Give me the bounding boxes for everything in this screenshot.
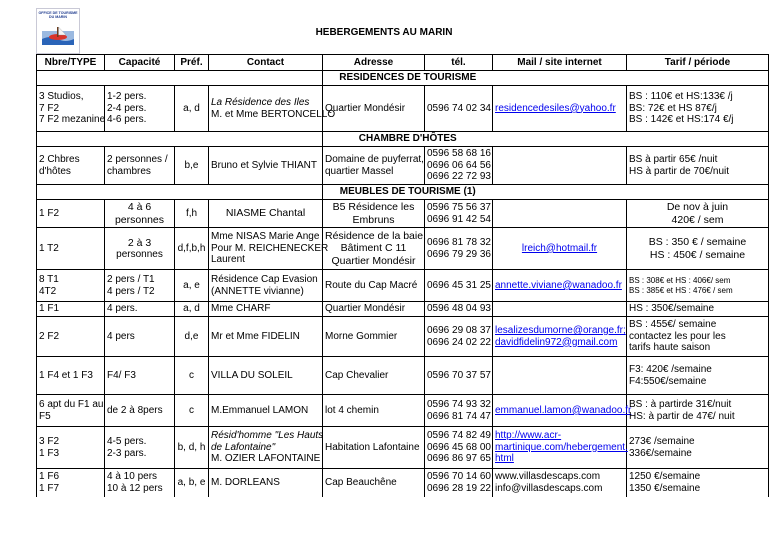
row3-mail bbox=[493, 200, 627, 228]
row4-phone: 0696 81 78 32 0696 79 29 36 bbox=[425, 228, 493, 270]
row7-mail[interactable]: lesalizesdumorne@orange.fr; davidfidelin972@gmail.com bbox=[493, 317, 627, 357]
row6-mail bbox=[493, 302, 627, 317]
row8-rate: F3: 420€ /semaine F4:550€/semaine bbox=[627, 357, 769, 395]
row4-capacity: 2 à 3 personnes bbox=[105, 228, 175, 270]
page-title: HEBERGEMENTS AU MARIN bbox=[315, 27, 453, 38]
logo-text: OFFICE DE TOURISME DU MARIN bbox=[38, 11, 78, 20]
row2-capacity: 2 personnes / chambres bbox=[105, 147, 175, 185]
row7-type: 2 F2 bbox=[37, 317, 105, 357]
row1-type: 3 Studios, 7 F2 7 F2 mezanine bbox=[37, 86, 105, 132]
row10-rate: 273€ /semaine 336€/semaine bbox=[627, 427, 769, 469]
row9-pref: c bbox=[175, 395, 209, 427]
row4-rate: BS : 350 € / semaine HS : 450€ / semaine bbox=[627, 228, 769, 270]
row2-mail bbox=[493, 147, 627, 185]
row3-pref: f,h bbox=[175, 200, 209, 228]
row5-address: Route du Cap Macré bbox=[323, 270, 425, 302]
table-row bbox=[37, 427, 769, 469]
row11-rate: 1250 €/semaine 1350 €/semaine bbox=[627, 469, 769, 497]
row11-contact: M. DORLEANS bbox=[209, 469, 323, 497]
row3-capacity: 4 à 6 personnes bbox=[105, 200, 175, 228]
row9-contact: M.Emmanuel LAMON bbox=[209, 395, 323, 427]
row7-capacity: 4 pers bbox=[105, 317, 175, 357]
row2-contact: Bruno et Sylvie THIANT bbox=[209, 147, 323, 185]
row1-contact: La Résidence des Iles M. et Mme BERTONCELLO bbox=[209, 86, 323, 132]
table-row bbox=[37, 147, 769, 185]
table-row bbox=[37, 395, 769, 427]
row10-website[interactable]: http://www.acr- martinique.com/hebergement. html bbox=[493, 427, 627, 469]
row10-contact: Résid'homme "Les Hauts de Lafontaine" M. OZIER LAFONTAINE bbox=[209, 427, 323, 469]
row11-pref: a, b, e bbox=[175, 469, 209, 497]
row7-rate: BS : 455€/ semaine contactez les pour les tarifs haute saison bbox=[627, 317, 769, 357]
row8-type: 1 F4 et 1 F3 bbox=[37, 357, 105, 395]
row5-type: 8 T1 4T2 bbox=[37, 270, 105, 302]
row3-rate: De nov à juin 420€ / sem bbox=[627, 200, 769, 228]
row3-phone: 0596 75 56 37 0696 91 42 54 bbox=[425, 200, 493, 228]
table-row bbox=[37, 469, 769, 497]
row11-website[interactable]: www.villasdescaps.com info@villasdescaps.com bbox=[493, 469, 627, 497]
row2-rate: BS à partir 65€ /nuit HS à partir de 70€/nuit bbox=[627, 147, 769, 185]
row4-contact: Mme NISAS Marie Ange Pour M. REICHENECKER Laurent bbox=[209, 228, 323, 270]
row7-contact: Mr et Mme FIDELIN bbox=[209, 317, 323, 357]
table-row bbox=[37, 228, 769, 270]
row11-type: 1 F6 1 F7 bbox=[37, 469, 105, 497]
row1-phone: 0596 74 02 34 bbox=[425, 86, 493, 132]
accommodation-table bbox=[36, 54, 769, 497]
row10-type: 3 F2 1 F3 bbox=[37, 427, 105, 469]
row2-phone: 0596 58 68 16 0696 06 64 56 0696 22 72 93 bbox=[425, 147, 493, 185]
row5-pref: a, e bbox=[175, 270, 209, 302]
row6-rate: HS : 350€/semaine bbox=[627, 302, 769, 317]
header-rate: Tarif / période bbox=[627, 55, 769, 71]
row8-address: Cap Chevalier bbox=[323, 357, 425, 395]
row9-rate: BS : à partirde 31€/nuit HS: à partir de 47€/ nuit bbox=[627, 395, 769, 427]
row3-contact: NIASME Chantal bbox=[209, 200, 323, 228]
row2-address: Domaine de puyferrat, quartier Massel bbox=[323, 147, 425, 185]
row5-capacity: 2 pers / T1 4 pers / T2 bbox=[105, 270, 175, 302]
row3-type: 1 F2 bbox=[37, 200, 105, 228]
section-title-chambre: CHAMBRE D'HÔTES bbox=[323, 132, 493, 147]
row3-address: B5 Résidence les Embruns bbox=[323, 200, 425, 228]
row1-pref: a, d bbox=[175, 86, 209, 132]
row4-pref: d,f,b,h bbox=[175, 228, 209, 270]
row1-mail[interactable]: residencedesiles@yahoo.fr bbox=[493, 86, 627, 132]
row5-mail[interactable]: annette.viviane@wanadoo.fr bbox=[493, 270, 627, 302]
header-type: Nbre/TYPE bbox=[37, 55, 105, 71]
section-chambre bbox=[37, 132, 769, 147]
header-mail: Mail / site internet bbox=[493, 55, 627, 71]
row11-address: Cap Beauchêne bbox=[323, 469, 425, 497]
row6-pref: a, d bbox=[175, 302, 209, 317]
row6-capacity: 4 pers. bbox=[105, 302, 175, 317]
row5-rate: BS : 308€ et HS : 406€/ sem BS : 385€ et HS : 476€ / sem bbox=[627, 270, 769, 302]
row8-pref: c bbox=[175, 357, 209, 395]
header-phone: tél. bbox=[425, 55, 493, 71]
row1-capacity: 1-2 pers. 2-4 pers. 4-6 pers. bbox=[105, 86, 175, 132]
row4-mail[interactable]: lreich@hotmail.fr bbox=[493, 228, 627, 270]
row4-address: Résidence de la baie, Bâtiment C 11 Quartier Mondésir bbox=[323, 228, 425, 270]
row6-type: 1 F1 bbox=[37, 302, 105, 317]
row7-address: Morne Gommier bbox=[323, 317, 425, 357]
section-title-residences: RESIDENCES DE TOURISME bbox=[323, 71, 493, 86]
row8-mail bbox=[493, 357, 627, 395]
section-title-meubles: MEUBLES DE TOURISME (1) bbox=[323, 185, 493, 200]
table-header bbox=[37, 55, 769, 71]
row6-contact: Mme CHARF bbox=[209, 302, 323, 317]
row9-capacity: de 2 à 8pers bbox=[105, 395, 175, 427]
row10-address: Habitation Lafontaine bbox=[323, 427, 425, 469]
header-address: Adresse bbox=[323, 55, 425, 71]
row1-address: Quartier Mondésir bbox=[323, 86, 425, 132]
header-capacity: Capacité bbox=[105, 55, 175, 71]
table-row bbox=[37, 270, 769, 302]
table-row bbox=[37, 302, 769, 317]
row6-phone: 0596 48 04 93 bbox=[425, 302, 493, 317]
header-pref: Préf. bbox=[175, 55, 209, 71]
row5-phone: 0696 45 31 25 bbox=[425, 270, 493, 302]
section-residences bbox=[37, 71, 769, 86]
row4-type: 1 T2 bbox=[37, 228, 105, 270]
table-row bbox=[37, 200, 769, 228]
row8-phone: 0596 70 37 57 bbox=[425, 357, 493, 395]
row8-contact: VILLA DU SOLEIL bbox=[209, 357, 323, 395]
row10-pref: b, d, h bbox=[175, 427, 209, 469]
row8-capacity: F4/ F3 bbox=[105, 357, 175, 395]
row10-phone: 0596 74 82 49 0696 45 68 00 0696 86 97 65 bbox=[425, 427, 493, 469]
row9-phone: 0596 74 93 32 0696 81 74 47 bbox=[425, 395, 493, 427]
row6-address: Quartier Mondésir bbox=[323, 302, 425, 317]
row5-contact: Résidence Cap Evasion (ANNETTE vivianne) bbox=[209, 270, 323, 302]
table-row bbox=[37, 86, 769, 132]
row11-phone: 0596 70 14 60 0696 28 19 22 bbox=[425, 469, 493, 497]
row7-pref: d,e bbox=[175, 317, 209, 357]
row9-address: lot 4 chemin bbox=[323, 395, 425, 427]
row9-type: 6 apt du F1 au F5 bbox=[37, 395, 105, 427]
row10-capacity: 4-5 pers. 2-3 pars. bbox=[105, 427, 175, 469]
table-row bbox=[37, 357, 769, 395]
row9-mail[interactable]: emmanuel.lamon@wanadoo.fr bbox=[493, 395, 627, 427]
row7-phone: 0696 29 08 37 0696 24 02 22 bbox=[425, 317, 493, 357]
row1-rate: BS : 110€ et HS:133€ /j BS: 72€ et HS 87€/j BS : 142€ et HS:174 €/j bbox=[627, 86, 769, 132]
row11-capacity: 4 à 10 pers 10 à 12 pers bbox=[105, 469, 175, 497]
row2-pref: b,e bbox=[175, 147, 209, 185]
header-contact: Contact bbox=[209, 55, 323, 71]
row2-type: 2 Chbres d'hôtes bbox=[37, 147, 105, 185]
table-row bbox=[37, 317, 769, 357]
section-meubles bbox=[37, 185, 769, 200]
